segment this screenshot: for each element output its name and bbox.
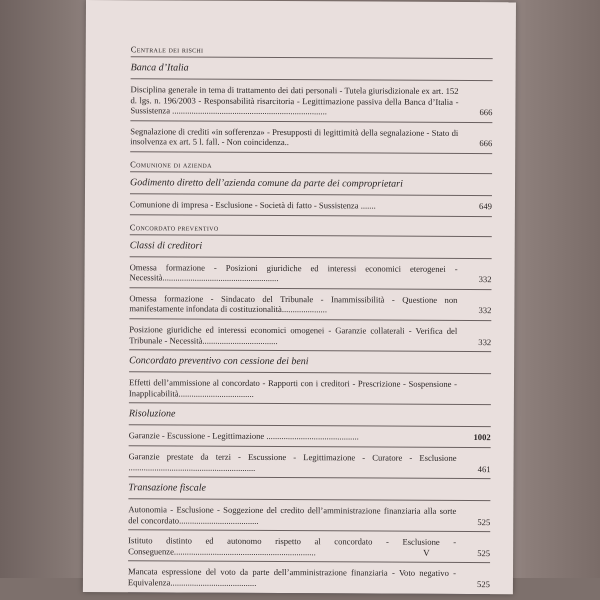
book-page bbox=[83, 0, 516, 594]
index-entry bbox=[128, 567, 490, 595]
index-entry bbox=[130, 126, 492, 154]
subsection-title: Godimento diretto dell’azienda comune da parte dei comproprietari bbox=[130, 177, 492, 196]
section-heading: Centrale dei rischi bbox=[131, 44, 493, 59]
entry-page-number: 332 bbox=[478, 336, 492, 347]
index-content bbox=[128, 44, 493, 595]
index-entry bbox=[129, 293, 491, 321]
subsection-title: Classi di creditori bbox=[130, 240, 492, 259]
entry-page-number: 525 bbox=[477, 547, 491, 558]
index-entry bbox=[129, 377, 491, 405]
entry-text: Comunione di impresa - Esclusione - Società di fatto - Sussistenza ....... bbox=[129, 199, 376, 211]
entry-page-number: 666 bbox=[479, 107, 493, 118]
entry-text: Posizione giuridiche ed interessi economici omogenei - Garanzie collaterali - Verifica del Tribunale - Necessità................................... bbox=[129, 324, 458, 346]
entry-page-number: 332 bbox=[478, 305, 492, 316]
subsection-title: Concordato preventivo con cessione dei beni bbox=[129, 355, 491, 374]
entry-page-number: 461 bbox=[477, 463, 491, 474]
entry-page-number: 332 bbox=[478, 274, 492, 285]
subsection-title: Transazione fiscale bbox=[128, 482, 490, 501]
entry-text: Autonomia - Esclusione - Soggezione del credito dell’amministrazione finanziaria alla sorte del concordato..................................... bbox=[128, 504, 457, 526]
entry-page-number: 525 bbox=[477, 579, 490, 590]
entry-page-number: 1002 bbox=[473, 432, 491, 443]
entry-text: Segnalazione di crediti «in sofferenza» - Presupposti di legittimità della segnalazione - Stato di insolvenza ex art. 5 l. fall. - Non coincidenza.. bbox=[130, 126, 459, 148]
entry-text: Mancata espressione del voto da parte dell’amministrazione finanziaria - Voto negativo - Equivalenza........................................ bbox=[127, 566, 457, 588]
index-entry bbox=[130, 199, 492, 216]
entry-page-number: 649 bbox=[479, 201, 492, 212]
index-entry bbox=[128, 504, 490, 532]
entry-text: Disciplina generale in tema di trattamento dei dati personali - Tutela giurisdizionale ex art. 152 d. lgs. n. 196/2003 - Responsabilità risarcitoria - Legittimazione passiva della Banca d’Italia - Sussistenza ........................................................................ bbox=[130, 84, 459, 117]
section-heading: Concordato preventivo bbox=[130, 222, 492, 237]
page-number: V bbox=[423, 547, 430, 558]
index-entry bbox=[129, 324, 491, 352]
entry-text: Omessa formazione - Sindacato del Tribunale - Inammissibilità - Questione non manifestamente infondata di costituzionalità..................... bbox=[129, 292, 458, 315]
entry-text: Garanzie prestate da terzi - Escussione - Legittimazione - Curatore - Esclusione ........................................................... bbox=[128, 451, 457, 473]
index-entry bbox=[129, 451, 491, 479]
entry-text: Effetti dell’ammissione al concordato - Rapporti con i creditori - Prescrizione - Sospensione - Inapplicabilità................................... bbox=[128, 377, 458, 399]
index-entry bbox=[129, 431, 491, 448]
index-entry bbox=[129, 262, 491, 290]
subsection-title: Risoluzione bbox=[129, 409, 491, 428]
entry-text: Omessa formazione - Posizioni giuridiche ed interessi economici eterogenei - Necessità...................................................... bbox=[129, 261, 458, 284]
section-heading: Comunione di azienda bbox=[130, 159, 492, 174]
subsection-title: Banca d’Italia bbox=[131, 62, 493, 81]
entry-text: Istituto distinto ed autonomo rispetto al concordato - Esclusione - Conseguenze.................................................................. bbox=[128, 535, 457, 558]
index-entry bbox=[130, 84, 492, 123]
entry-page-number: 525 bbox=[477, 516, 491, 527]
entry-text: Garanzie - Escussione - Legittimazione ........................................... bbox=[128, 430, 359, 442]
entry-page-number: 666 bbox=[479, 138, 493, 149]
index-entry bbox=[128, 536, 490, 564]
